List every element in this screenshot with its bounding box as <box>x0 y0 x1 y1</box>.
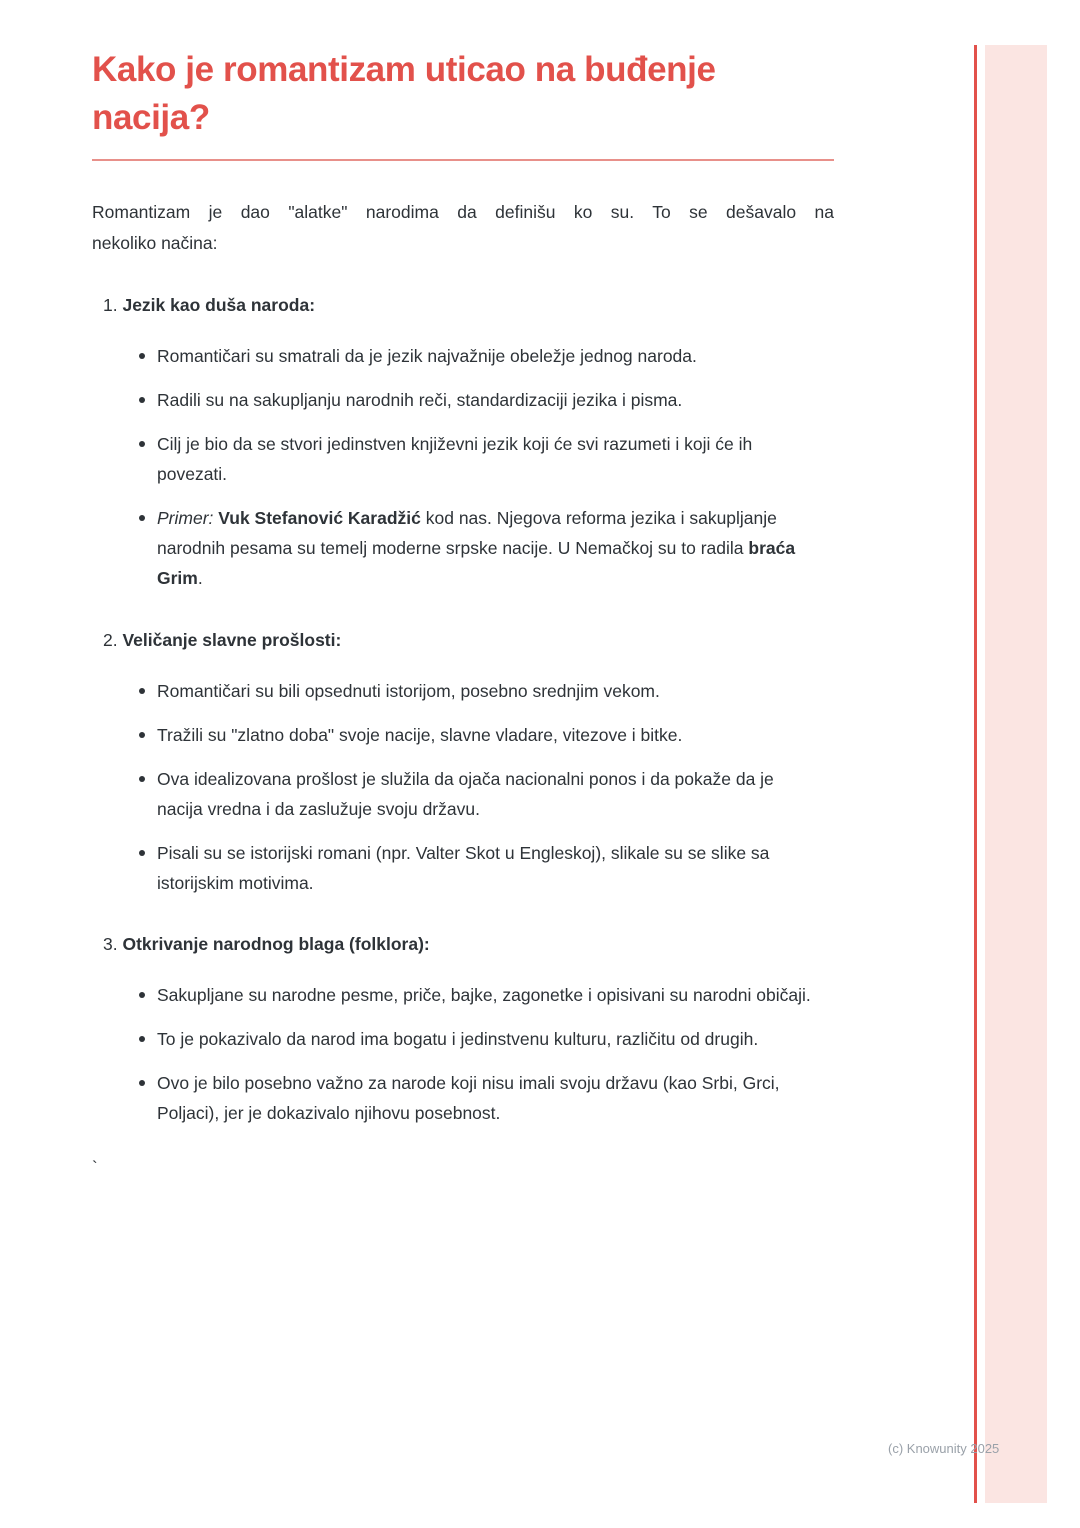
bullet-list <box>103 676 834 899</box>
list-item <box>137 720 813 750</box>
section-number: 2. <box>103 629 123 650</box>
list-item <box>137 676 813 706</box>
list-item <box>137 1024 813 1054</box>
section-heading <box>103 291 834 319</box>
section <box>103 626 834 899</box>
bold-text: Vuk Stefanović Karadžić <box>218 508 421 529</box>
list-item <box>137 341 813 371</box>
bullet-list <box>103 341 834 594</box>
right-accent-line <box>974 45 977 1503</box>
section-heading <box>103 930 834 958</box>
section-title: Veličanje slavne prošlosti: <box>122 629 342 650</box>
text-segment: kod nas. Njegova reforma jezika i sakupljanje narodnih pesama su temelj moderne srpske nacije. U Nemačkoj su to radila <box>157 508 777 559</box>
text-segment: To je pokazivalo da narod ima bogatu i jedinstvenu kulturu, različitu od drugih. <box>157 1029 759 1050</box>
list-item <box>137 838 813 898</box>
page-title: Kako je romantizam uticao na buđenje nacija? <box>92 50 716 138</box>
intro-line-1: Romantizam je dao "alatke" narodima da definišu ko su. To se dešavalo na <box>92 201 834 222</box>
intro-paragraph <box>92 197 834 259</box>
text-segment: Sakupljane su narodne pesme, priče, bajke, zagonetke i opisivani su narodni običaji. <box>157 985 811 1006</box>
list-item <box>137 385 813 415</box>
title-divider <box>92 159 834 161</box>
list-item <box>137 503 813 593</box>
text-segment: Radili su na sakupljanju narodnih reči, standardizaciji jezika i pisma. <box>157 389 683 410</box>
document-body <box>92 46 834 1178</box>
section-title: Jezik kao duša naroda: <box>122 294 316 315</box>
list-item <box>137 980 813 1010</box>
section-title: Otkrivanje narodnog blaga (folklora): <box>122 934 430 955</box>
footer-credit: (c) Knowunity 2025 <box>888 1441 1000 1456</box>
text-segment: Tražili su "zlatno doba" svoje nacije, slavne vladare, vitezove i bitke. <box>157 724 683 745</box>
right-accent-band <box>985 45 1047 1503</box>
list-item <box>137 764 813 824</box>
stray-backtick: ` <box>92 1158 98 1178</box>
text-segment: Pisali su se istorijski romani (npr. Valter Skot u Engleskoj), slikale su se slike sa istorijskim motivima. <box>157 842 770 893</box>
section-number: 3. <box>103 934 123 955</box>
bold-text: braća Grim <box>157 538 796 589</box>
section-number: 1. <box>103 294 123 315</box>
sections-list <box>92 291 834 1129</box>
text-segment: Ova idealizovana prošlost je služila da ojača nacionalni ponos i da pokaže da je nacija vredna i da zaslužuje svoju državu. <box>157 768 774 819</box>
intro-line-2: nekoliko načina: <box>92 232 218 253</box>
text-segment: Ovo je bilo posebno važno za narode koji nisu imali svoju državu (kao Srbi, Grci, Poljaci), jer je dokazivalo njihovu posebnost. <box>157 1073 780 1124</box>
text-segment: . <box>197 568 203 589</box>
section <box>103 291 834 594</box>
section <box>103 930 834 1128</box>
list-item <box>137 429 813 489</box>
bullet-list <box>103 980 834 1128</box>
text-segment: Romantičari su bili opsednuti istorijom, posebno srednjim vekom. <box>157 680 660 701</box>
section-heading <box>103 626 834 654</box>
text-segment: Cilj je bio da se stvori jedinstven književni jezik koji će svi razumeti i koji će ih povezati. <box>157 434 753 485</box>
italic-text: Primer: <box>157 508 219 529</box>
list-item <box>137 1068 813 1128</box>
text-segment: Romantičari su smatrali da je jezik najvažnije obeležje jednog naroda. <box>157 345 697 366</box>
